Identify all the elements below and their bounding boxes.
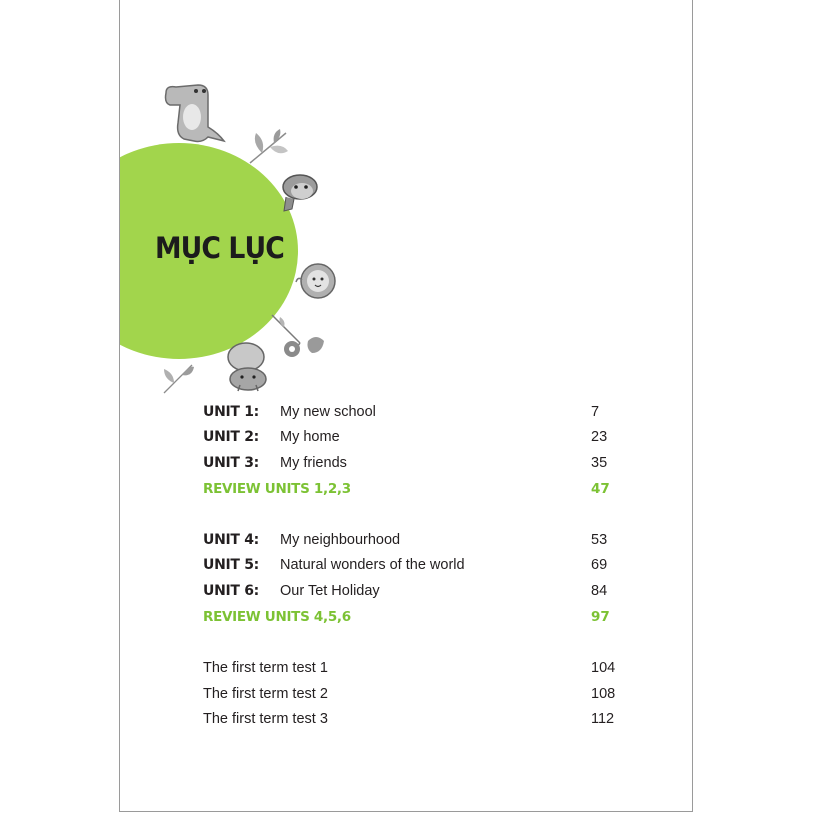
unit-label: UNIT 2: — [203, 429, 259, 445]
crocodile-icon — [162, 83, 228, 145]
unit-title: Natural wonders of the world — [280, 557, 465, 573]
toc-row-review-2[interactable] — [203, 609, 615, 631]
flower-icon — [270, 313, 328, 359]
page-number: 47 — [591, 481, 610, 497]
toc-row-unit-2[interactable] — [203, 429, 615, 451]
toc-row-test-2[interactable] — [203, 686, 615, 708]
toc-row-unit-4[interactable] — [203, 532, 615, 554]
unit-title: My home — [280, 429, 340, 445]
toc-row-unit-6[interactable] — [203, 583, 615, 605]
page-number: 7 — [591, 404, 600, 420]
unit-label: UNIT 5: — [203, 557, 259, 573]
toc-row-unit-1[interactable] — [203, 404, 615, 426]
test-title: The first term test 1 — [203, 660, 328, 676]
toc-row-unit-5[interactable] — [203, 557, 615, 579]
test-title: The first term test 3 — [203, 711, 328, 727]
review-label: REVIEW UNITS 4,5,6 — [203, 609, 351, 625]
book-page — [119, 0, 693, 812]
page-number: 108 — [591, 686, 616, 702]
lion-icon — [292, 262, 340, 300]
page-number: 35 — [591, 455, 608, 471]
toc-row-review-1[interactable] — [203, 481, 615, 503]
page-number: 23 — [591, 429, 608, 445]
test-title: The first term test 2 — [203, 686, 328, 702]
small-leaf-icon — [160, 361, 196, 395]
unit-title: My friends — [280, 455, 347, 471]
unit-label: UNIT 1: — [203, 404, 259, 420]
elephant-icon — [224, 341, 272, 393]
review-label: REVIEW UNITS 1,2,3 — [203, 481, 351, 497]
page-number: 69 — [591, 557, 608, 573]
toc-row-unit-3[interactable] — [203, 455, 615, 477]
unit-title: Our Tet Holiday — [280, 583, 380, 599]
page-number: 112 — [591, 711, 615, 727]
page-number: 104 — [591, 660, 616, 676]
unit-title: My new school — [280, 404, 376, 420]
leaf-icon — [248, 129, 290, 165]
unit-label: UNIT 6: — [203, 583, 259, 599]
toc-row-test-1[interactable] — [203, 660, 615, 682]
page-title: MỤC LỤC — [155, 231, 284, 265]
page-number: 84 — [591, 583, 608, 599]
page-number: 53 — [591, 532, 608, 548]
page-number: 97 — [591, 609, 610, 625]
toc-row-test-3[interactable] — [203, 711, 615, 733]
turtle-icon — [276, 173, 320, 213]
unit-title: My neighbourhood — [280, 532, 401, 548]
unit-label: UNIT 3: — [203, 455, 259, 471]
unit-label: UNIT 4: — [203, 532, 259, 548]
